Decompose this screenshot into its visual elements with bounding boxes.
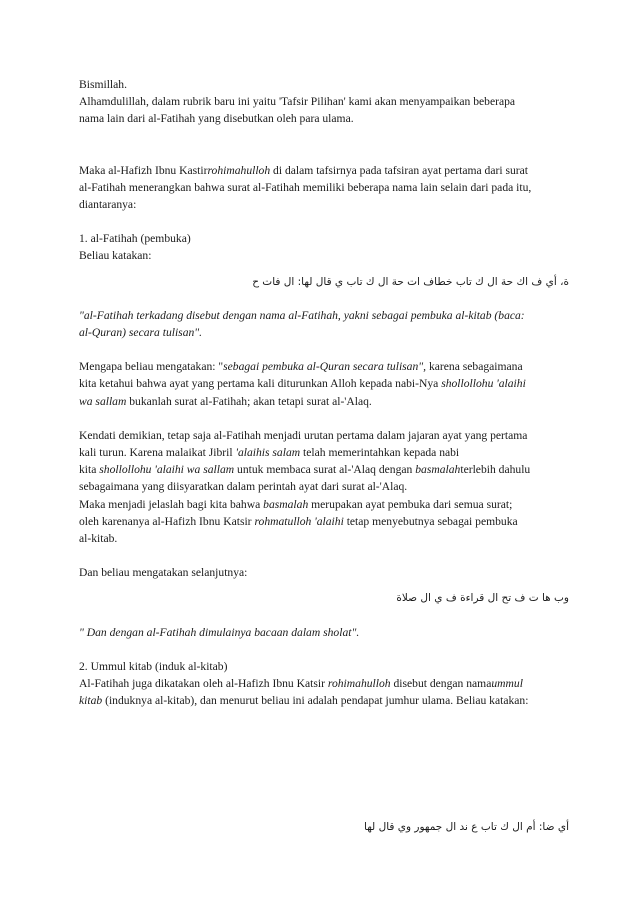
translation-line: al-Quran) secara tulisan". <box>79 326 203 340</box>
paragraph-line: Mengapa beliau mengatakan: "sebagai pembuka al-Quran secara tulisan", karena sebagaimana <box>79 360 523 374</box>
arabic-quote: أي ضا: أم ال ك تاب ع ند ال جمهور وي قال لها <box>364 821 569 834</box>
paragraph-line: kita shollollohu 'alaihi wa sallam untuk membaca surat al-'Alaq dengan basmalahterlebih dahulu <box>79 463 531 477</box>
paragraph-line: kitab (induknya al-kitab), dan menurut beliau ini adalah pendapat jumhur ulama. Beliau katakan: <box>79 694 529 708</box>
greeting: Bismillah. <box>79 78 127 91</box>
paragraph-line: diantaranya: <box>79 198 137 212</box>
paragraph-line: wa sallam bukanlah surat al-Fatihah; akan tetapi surat al-'Alaq. <box>79 394 372 408</box>
quote-intro: Dan beliau mengatakan selanjutnya: <box>79 566 248 580</box>
paragraph-line: oleh karenanya al-Hafizh Ibnu Katsir rohmatulloh 'alaihi tetap menyebutnya sebagai pembuka <box>79 514 518 528</box>
paragraph-line: kali turun. Karena malaikat Jibril 'alaihis salam telah memerintahkan kepada nabi <box>79 446 460 460</box>
paragraph-line: al-kitab. <box>79 532 118 546</box>
section-heading: 2. Ummul kitab (induk al-kitab) <box>79 659 228 673</box>
paragraph-line: Maka menjadi jelaslah bagi kita bahwa basmalah merupakan ayat pembuka dari semua surat; <box>79 497 513 511</box>
quote-intro: Beliau katakan: <box>79 249 152 263</box>
paragraph-line: al-Fatihah menerangkan bahwa surat al-Fatihah memiliki beberapa nama lain selain dari pada itu, <box>79 180 532 194</box>
intro-line: Alhamdulillah, dalam rubrik baru ini yaitu 'Tafsir Pilihan' kami akan menyampaikan beberapa <box>79 95 516 109</box>
article-body <box>79 76 569 837</box>
arabic-quote: ة، أي ف اك حة ال ك تاب خطاف ات حة ال ك تاب ي قال لها: ال فات ح <box>252 275 569 288</box>
paragraph-line: Al-Fatihah juga dikatakan oleh al-Hafizh Ibnu Katsir rohimahulloh disebut dengan namaummul <box>79 677 523 691</box>
intro-line: nama lain dari al-Fatihah yang disebutkan oleh para ulama. <box>79 112 354 126</box>
arabic-quote: وب ها ت ف تح ال قراءة ف ي ال صلاة <box>396 592 569 605</box>
section-heading: 1. al-Fatihah (pembuka) <box>79 232 191 246</box>
paragraph-line: Maka al-Hafizh Ibnu Kastirrohimahulloh di dalam tafsirnya pada tafsiran ayat pertama dari surat <box>79 163 529 177</box>
translation-line: " Dan dengan al-Fatihah dimulainya bacaan dalam sholat". <box>79 625 360 639</box>
paragraph-line: Kendati demikian, tetap saja al-Fatihah menjadi urutan pertama dalam jajaran ayat yang pertama <box>79 428 528 442</box>
paragraph-line: kita ketahui bahwa ayat yang pertama kali diturunkan Alloh kepada nabi-Nya shollollohu 'alaihi <box>79 377 526 391</box>
translation-line: "al-Fatihah terkadang disebut dengan nama al-Fatihah, yakni sebagai pembuka al-kitab (baca: <box>79 308 525 322</box>
paragraph-line: sebagaimana yang diisyaratkan dalam perintah ayat dari surat al-'Alaq. <box>79 480 408 494</box>
